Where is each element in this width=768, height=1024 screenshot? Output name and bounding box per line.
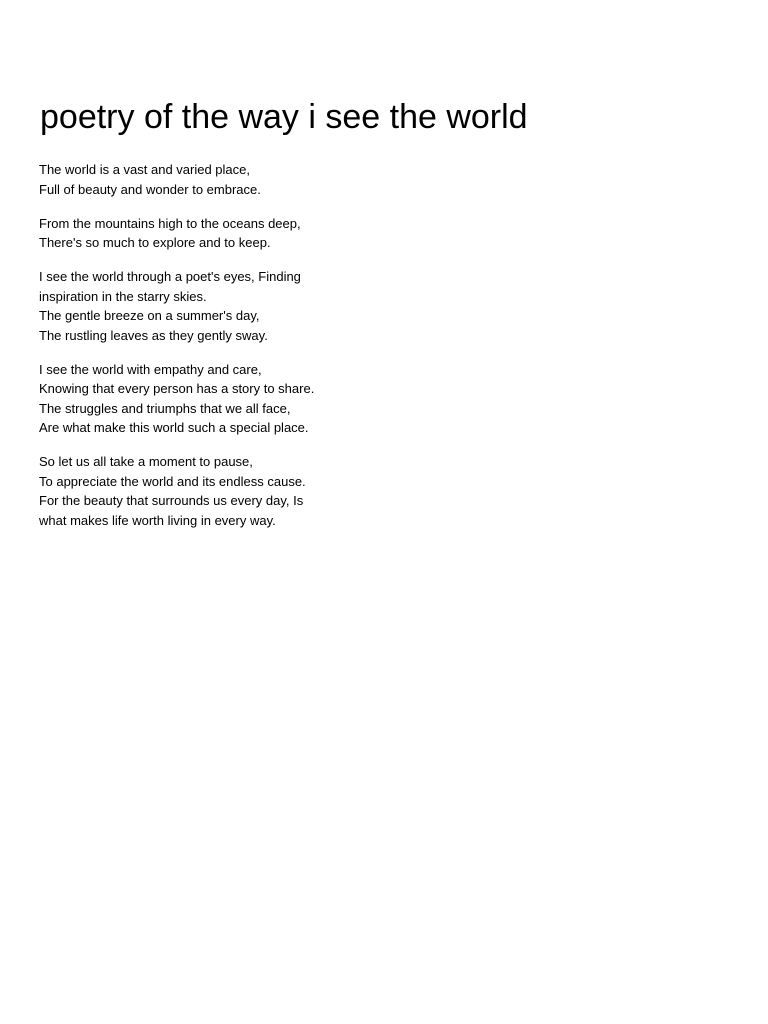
poem-line: Knowing that every person has a story to share. bbox=[39, 381, 315, 396]
poem-line: From the mountains high to the oceans deep, bbox=[39, 215, 301, 231]
poem-line: Full of beauty and wonder to embrace. bbox=[39, 181, 261, 197]
poem-line: what makes life worth living in every way. bbox=[39, 512, 276, 528]
poem-body bbox=[39, 160, 599, 545]
stanza-4 bbox=[39, 360, 599, 438]
poem-line: The struggles and triumphs that we all face, bbox=[39, 400, 291, 416]
poem-line: Are what make this world such a special place. bbox=[39, 420, 309, 435]
poem-line: The rustling leaves as they gently sway. bbox=[39, 327, 268, 343]
poem-line: I see the world through a poet's eyes, Finding bbox=[39, 269, 301, 284]
stanza-2 bbox=[39, 214, 599, 253]
poem-line: To appreciate the world and its endless cause. bbox=[39, 473, 306, 489]
stanza-5 bbox=[39, 452, 599, 530]
poem-line: The gentle breeze on a summer's day, bbox=[39, 308, 260, 323]
poem-line: I see the world with empathy and care, bbox=[39, 361, 262, 377]
stanza-3 bbox=[39, 267, 599, 345]
poem-line: For the beauty that surrounds us every day, Is bbox=[39, 493, 304, 508]
poem-line: So let us all take a moment to pause, bbox=[39, 454, 253, 469]
poem-line: inspiration in the starry skies. bbox=[39, 288, 207, 304]
stanza-1 bbox=[39, 160, 599, 199]
poem-line: There's so much to explore and to keep. bbox=[39, 235, 271, 250]
poem-line: The world is a vast and varied place, bbox=[39, 162, 250, 177]
page-title: poetry of the way i see the world bbox=[40, 98, 528, 136]
